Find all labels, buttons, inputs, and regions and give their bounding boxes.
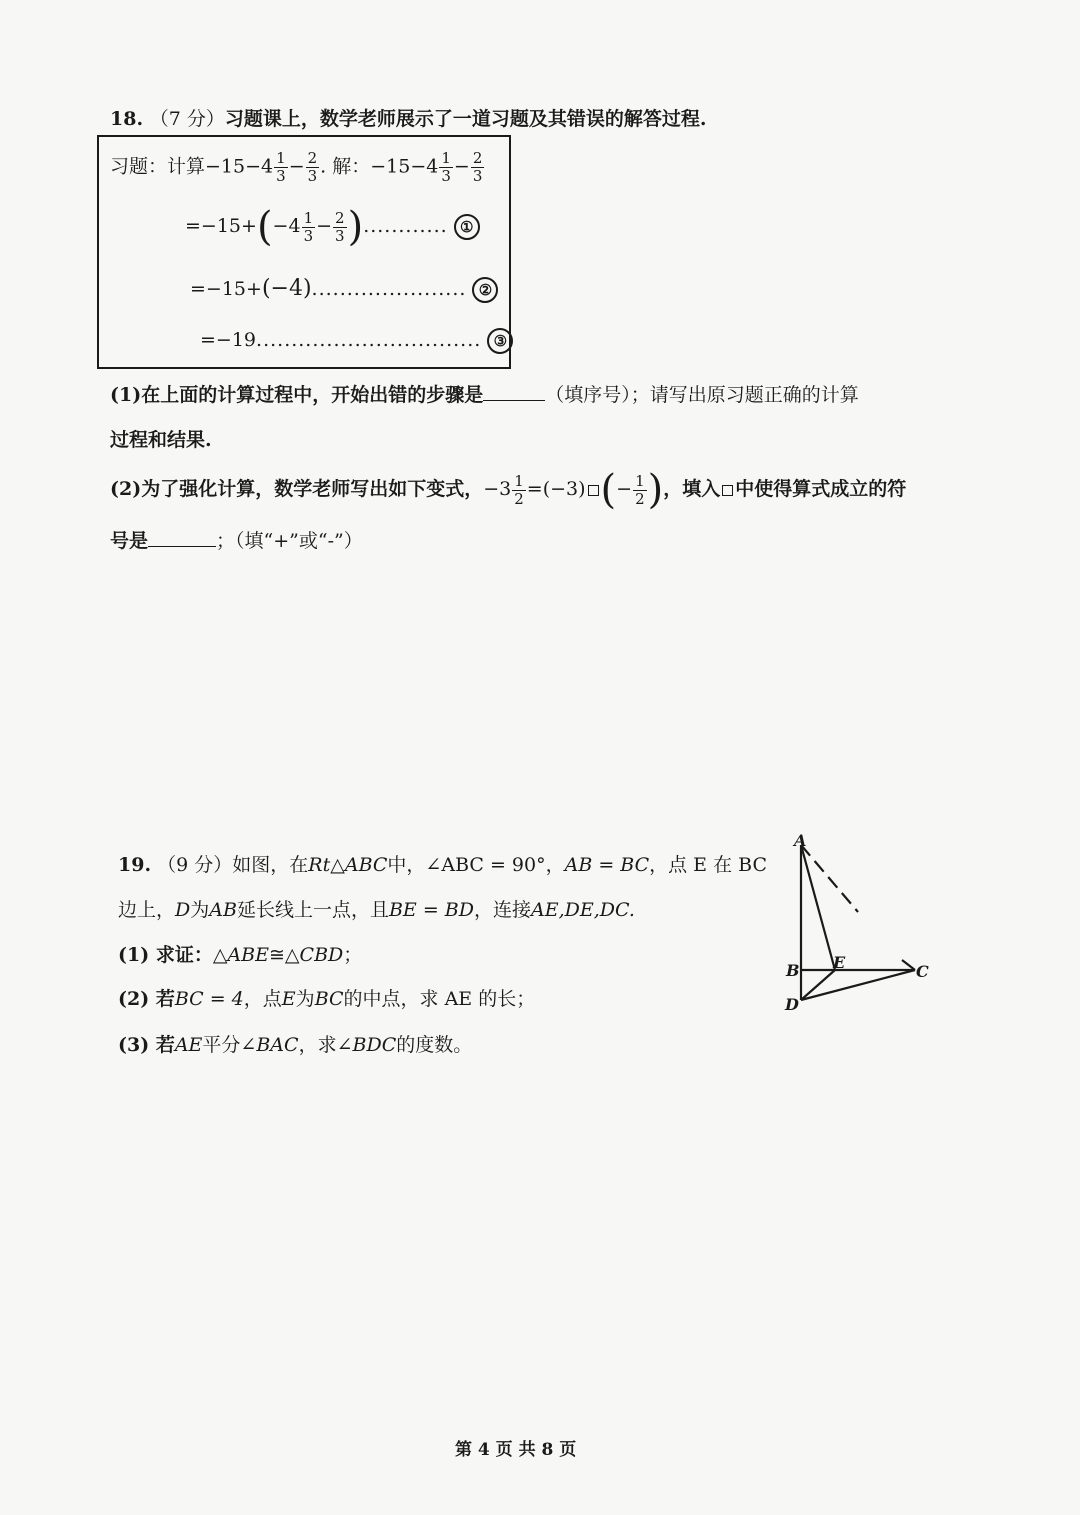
label-B: B xyxy=(786,961,800,980)
term: −15 xyxy=(205,155,246,178)
q19-number: 19. xyxy=(118,854,152,876)
op: − xyxy=(288,155,305,178)
q19-line1: 19. （9 分）如图，在Rt△ABC中，∠ABC = 90°，AB = BC，点 E 在 BC xyxy=(118,854,767,876)
step-2: =−15+(−4)...................... ② xyxy=(190,276,498,303)
triangle-figure xyxy=(770,830,950,1020)
term: 4 xyxy=(261,155,274,178)
fraction-1-3: $\frac{1}{3}$ xyxy=(276,149,286,185)
label-C: C xyxy=(916,962,929,981)
operator-box[interactable] xyxy=(588,485,599,496)
op: − xyxy=(410,155,427,178)
q18-part1: (1)在上面的计算过程中，开始出错的步骤是 （填序号）；请写出原习题正确的计算 xyxy=(110,384,859,406)
fraction-2-3: $\frac{2}{3}$ xyxy=(307,149,318,185)
label-D: D xyxy=(785,995,799,1014)
q18-score: （7 分） xyxy=(149,108,225,130)
op: − xyxy=(245,155,262,178)
q18-number: 18. xyxy=(110,108,144,130)
step-3: =−19................................ ③ xyxy=(200,328,513,354)
fraction-2-3: $\frac{2}{3}$ xyxy=(472,149,483,185)
step-marker-3: ③ xyxy=(487,328,513,354)
q18-part2: (2)为了强化计算，数学老师写出如下变式，−3 $\frac{1}{2}$ =(−3) (− $\frac{1}{2}$ )，填入 中使得算式成立的符 xyxy=(110,467,907,513)
q19-part2: (2) 若BC = 4，点E为BC的中点，求 AE 的长； xyxy=(118,988,536,1010)
exercise-line xyxy=(110,150,485,185)
q19-part3: (3) 若AE平分∠BAC，求∠BDC的度数。 xyxy=(118,1034,473,1056)
q18-header xyxy=(110,104,706,131)
solution-label: . 解： xyxy=(320,155,371,178)
q19-line2: 边上，D为AB延长线上一点，且BE = BD，连接AE,DE,DC. xyxy=(118,899,635,921)
label-E: E xyxy=(833,953,846,972)
operator-box-ref xyxy=(722,485,733,496)
q18-stem: 习题课上，数学老师展示了一道习题及其错误的解答过程. xyxy=(224,108,707,130)
q19-part1: (1) 求证：△ABE≅△CBD； xyxy=(118,944,363,966)
page-footer: 第 4 页 共 8 页 xyxy=(455,1440,577,1460)
step-marker-1: ① xyxy=(454,214,480,240)
q19-score: （9 分） xyxy=(157,854,233,876)
exercise-label: 习题：计算 xyxy=(110,155,206,178)
q18-part1-cont: 过程和结果. xyxy=(110,429,212,451)
term: 4 xyxy=(426,155,439,178)
segment-CA-tail xyxy=(902,960,915,970)
step-marker-2: ② xyxy=(472,277,498,303)
term: −15 xyxy=(370,155,411,178)
label-A: A xyxy=(794,831,807,850)
fraction-1-3: $\frac{1}{3}$ xyxy=(441,149,451,185)
step-1: =−15+(−4 $\frac{1}{3}$ − $\frac{2}{3}$ )............ ① xyxy=(185,207,480,247)
op: − xyxy=(453,155,470,178)
answer-blank-2[interactable] xyxy=(148,546,216,547)
answer-blank-1[interactable] xyxy=(483,400,545,401)
q18-part2-cont: 号是 ；（填“+”或“-”） xyxy=(110,530,363,552)
